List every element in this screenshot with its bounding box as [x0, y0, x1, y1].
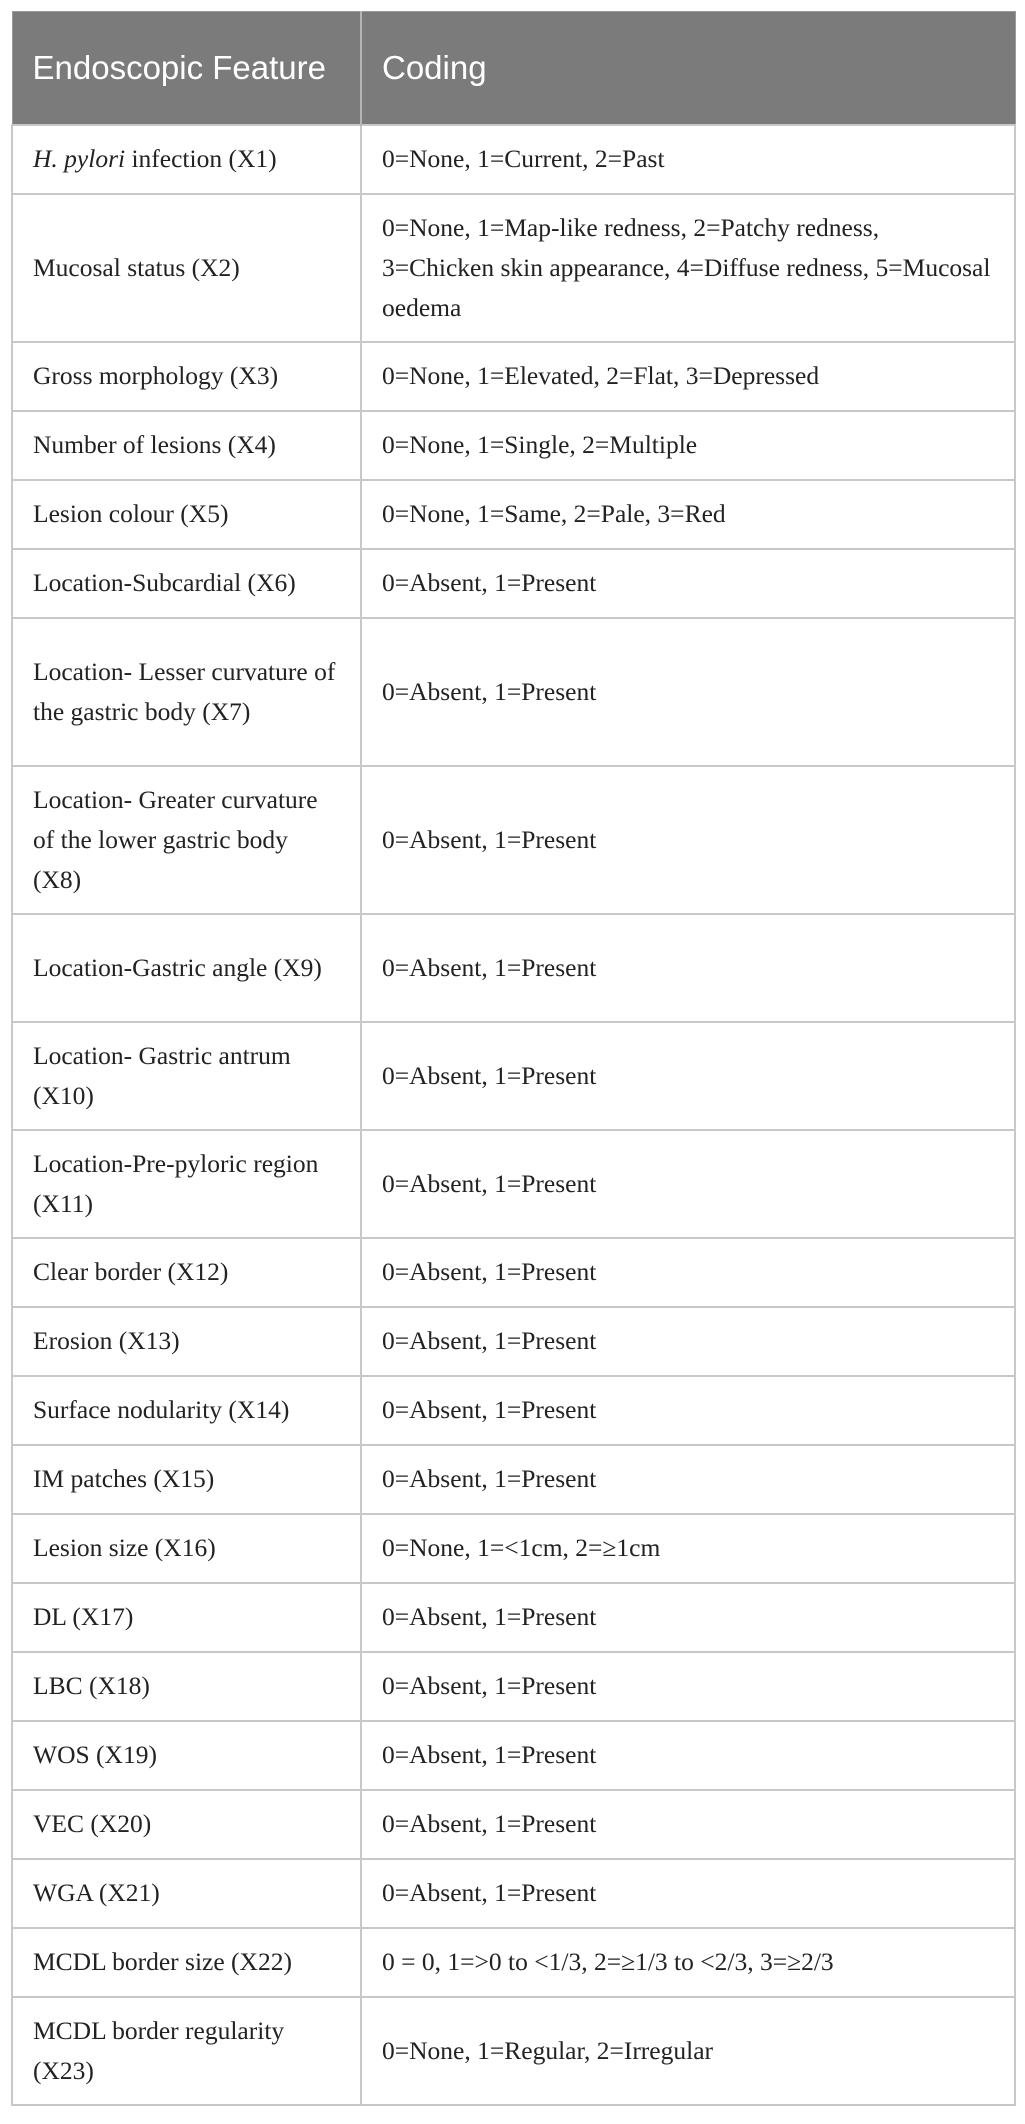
feature-label: infection (X1) [125, 144, 277, 173]
table-row [12, 1997, 1015, 2105]
feature-cell: Mucosal status (X2) [12, 194, 361, 342]
feature-cell: LBC (X18) [12, 1652, 361, 1721]
coding-cell: 0=Absent, 1=Present [361, 1721, 1015, 1790]
coding-cell: 0=None, 1=Current, 2=Past [361, 125, 1015, 194]
table-row [12, 1790, 1015, 1859]
table-row [12, 549, 1015, 618]
feature-cell: Lesion size (X16) [12, 1514, 361, 1583]
header-endoscopic-feature: Endoscopic Feature [12, 12, 361, 125]
coding-cell: 0=Absent, 1=Present [361, 914, 1015, 1022]
feature-cell: Location-Gastric angle (X9) [12, 914, 361, 1022]
coding-cell: 0=None, 1=Same, 2=Pale, 3=Red [361, 480, 1015, 549]
feature-cell: Location-Subcardial (X6) [12, 549, 361, 618]
coding-cell: 0=Absent, 1=Present [361, 1130, 1015, 1238]
coding-cell: 0 = 0, 1=>0 to <1/3, 2=≥1/3 to <2/3, 3=≥2/3 [361, 1928, 1015, 1997]
coding-cell: 0=Absent, 1=Present [361, 1652, 1015, 1721]
table-header-row [12, 12, 1015, 125]
coding-cell: 0=None, 1=Regular, 2=Irregular [361, 1997, 1015, 2105]
table-row [12, 1307, 1015, 1376]
feature-cell: Location- Lesser curvature of the gastric body (X7) [12, 618, 361, 766]
table-row [12, 1583, 1015, 1652]
coding-cell: 0=Absent, 1=Present [361, 1583, 1015, 1652]
table-row [12, 1238, 1015, 1307]
table-row [12, 125, 1015, 194]
feature-cell: Clear border (X12) [12, 1238, 361, 1307]
table-row [12, 411, 1015, 480]
feature-cell: MCDL border size (X22) [12, 1928, 361, 1997]
coding-cell: 0=Absent, 1=Present [361, 549, 1015, 618]
feature-cell: Lesion colour (X5) [12, 480, 361, 549]
table-row [12, 1859, 1015, 1928]
header-coding: Coding [361, 12, 1015, 125]
feature-cell: VEC (X20) [12, 1790, 361, 1859]
table-row [12, 1022, 1015, 1130]
table-row [12, 194, 1015, 342]
table-row [12, 1928, 1015, 1997]
table-row [12, 1130, 1015, 1238]
feature-cell: Number of lesions (X4) [12, 411, 361, 480]
feature-cell: MCDL border regularity (X23) [12, 1997, 361, 2105]
feature-cell: IM patches (X15) [12, 1445, 361, 1514]
coding-cell: 0=Absent, 1=Present [361, 1238, 1015, 1307]
table-row [12, 914, 1015, 1022]
coding-cell: 0=None, 1=Single, 2=Multiple [361, 411, 1015, 480]
feature-cell: WGA (X21) [12, 1859, 361, 1928]
feature-cell [12, 125, 361, 194]
coding-cell: 0=Absent, 1=Present [361, 1022, 1015, 1130]
coding-cell: 0=Absent, 1=Present [361, 1445, 1015, 1514]
feature-cell: Location- Greater curvature of the lower gastric body (X8) [12, 766, 361, 914]
coding-cell: 0=Absent, 1=Present [361, 1790, 1015, 1859]
table-row [12, 766, 1015, 914]
coding-cell: 0=None, 1=<1cm, 2=≥1cm [361, 1514, 1015, 1583]
coding-cell: 0=Absent, 1=Present [361, 1307, 1015, 1376]
feature-cell: DL (X17) [12, 1583, 361, 1652]
table-row [12, 618, 1015, 766]
feature-cell: Erosion (X13) [12, 1307, 361, 1376]
coding-cell: 0=Absent, 1=Present [361, 1376, 1015, 1445]
coding-cell: 0=Absent, 1=Present [361, 618, 1015, 766]
coding-cell: 0=Absent, 1=Present [361, 766, 1015, 914]
table-row [12, 1376, 1015, 1445]
table-row [12, 1721, 1015, 1790]
endoscopic-feature-table-container [11, 11, 1014, 2106]
coding-cell: 0=Absent, 1=Present [361, 1859, 1015, 1928]
table-row [12, 1514, 1015, 1583]
coding-cell: 0=None, 1=Elevated, 2=Flat, 3=Depressed [361, 342, 1015, 411]
feature-cell: Gross morphology (X3) [12, 342, 361, 411]
table-row [12, 1445, 1015, 1514]
feature-italic-name: H. pylori [33, 144, 126, 173]
endoscopic-feature-table [11, 11, 1016, 2106]
feature-cell: WOS (X19) [12, 1721, 361, 1790]
coding-cell: 0=None, 1=Map-like redness, 2=Patchy redness, 3=Chicken skin appearance, 4=Diffuse redness, 5=Mucosal oedema [361, 194, 1015, 342]
table-row [12, 342, 1015, 411]
table-row [12, 480, 1015, 549]
table-row [12, 1652, 1015, 1721]
feature-cell: Surface nodularity (X14) [12, 1376, 361, 1445]
feature-cell: Location- Gastric antrum (X10) [12, 1022, 361, 1130]
feature-cell: Location-Pre-pyloric region (X11) [12, 1130, 361, 1238]
